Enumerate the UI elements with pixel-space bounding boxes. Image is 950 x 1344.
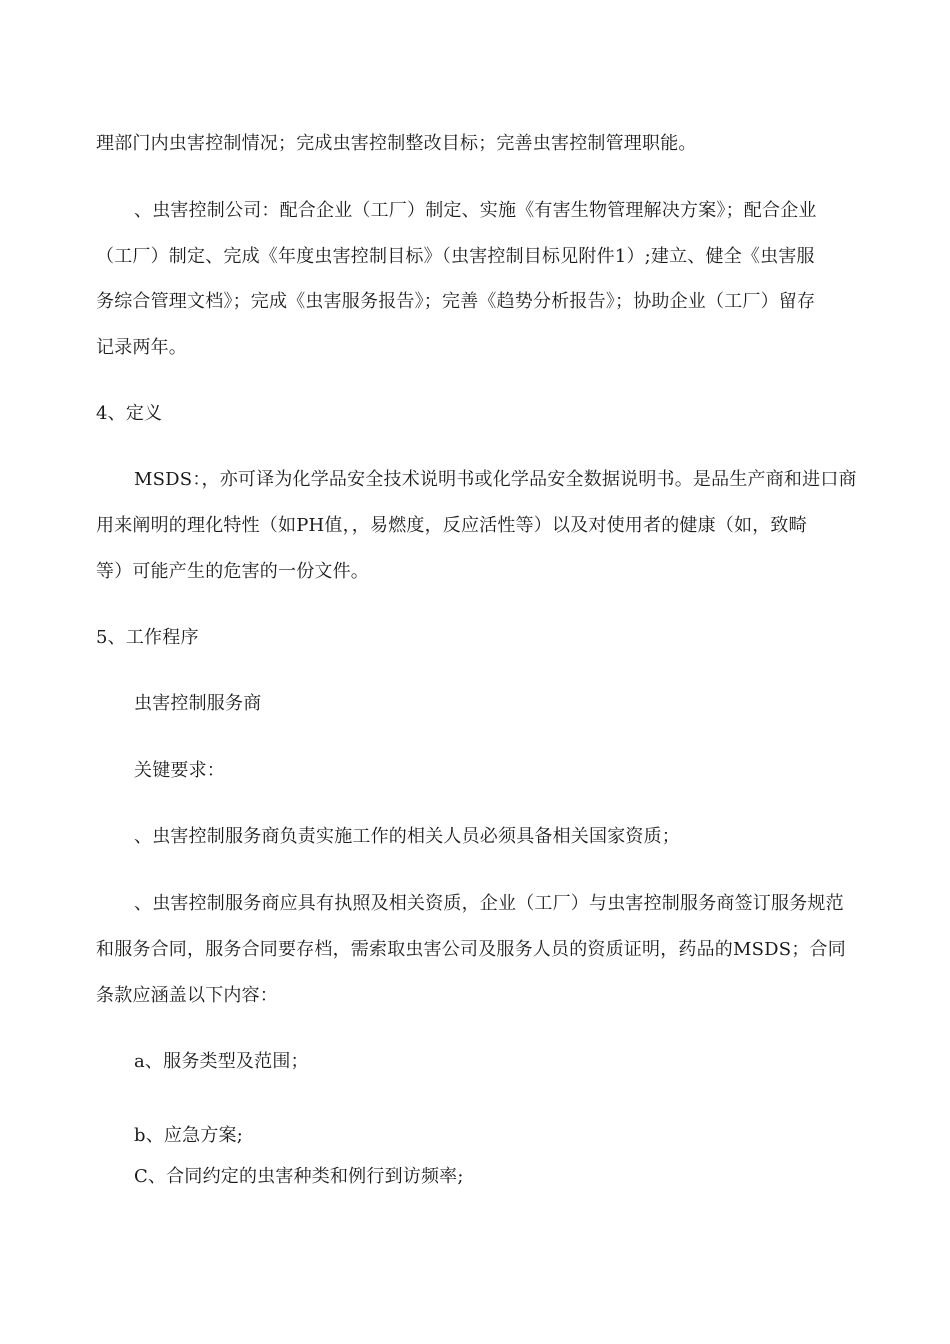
paragraph-line: 理部门内虫害控制情况；完成虫害控制整改目标；完善虫害控制管理职能。 bbox=[96, 133, 697, 154]
list-item: a、服务类型及范围； bbox=[134, 1051, 309, 1072]
paragraph-line: 等）可能产生的危害的一份文件。 bbox=[96, 561, 369, 582]
paragraph-line: 、虫害控制服务商应具有执照及相关资质，企业（工厂）与虫害控制服务商签订服务规范 bbox=[134, 893, 844, 914]
section-heading: 5、工作程序 bbox=[96, 627, 199, 648]
subsection-heading: 关键要求： bbox=[134, 760, 225, 781]
paragraph-line: 记录两年。 bbox=[96, 337, 187, 358]
subsection-heading: 虫害控制服务商 bbox=[134, 693, 262, 714]
paragraph-line: 条款应涵盖以下内容： bbox=[96, 985, 278, 1006]
section-heading: 4、定义 bbox=[96, 403, 163, 424]
paragraph-line: MSDS：，亦可译为化学品安全技术说明书或化学品安全数据说明书。是品生产商和进口商 bbox=[134, 469, 857, 490]
paragraph-line: 和服务合同，服务合同要存档，需索取虫害公司及服务人员的资质证明，药品的MSDS；合同 bbox=[96, 939, 846, 960]
list-item: C、合同约定的虫害种类和例行到访频率; bbox=[134, 1166, 464, 1187]
list-item: b、应急方案; bbox=[134, 1125, 243, 1146]
paragraph-line: （工厂）制定、完成《年度虫害控制目标》（虫害控制目标见附件1）;建立、健全《虫害服 bbox=[96, 246, 815, 267]
paragraph-line: 、虫害控制服务商负责实施工作的相关人员必须具备相关国家资质； bbox=[134, 826, 680, 847]
paragraph-line: 用来阐明的理化特性（如PH值，，易燃度，反应活性等）以及对使用者的健康（如，致畸 bbox=[96, 515, 807, 536]
paragraph-line: 、虫害控制公司：配合企业（工厂）制定、实施《有害生物管理解决方案》；配合企业 bbox=[134, 200, 817, 221]
paragraph-line: 务综合管理文档》；完成《虫害服务报告》；完善《趋势分析报告》；协助企业（工厂）留存 bbox=[96, 291, 816, 312]
